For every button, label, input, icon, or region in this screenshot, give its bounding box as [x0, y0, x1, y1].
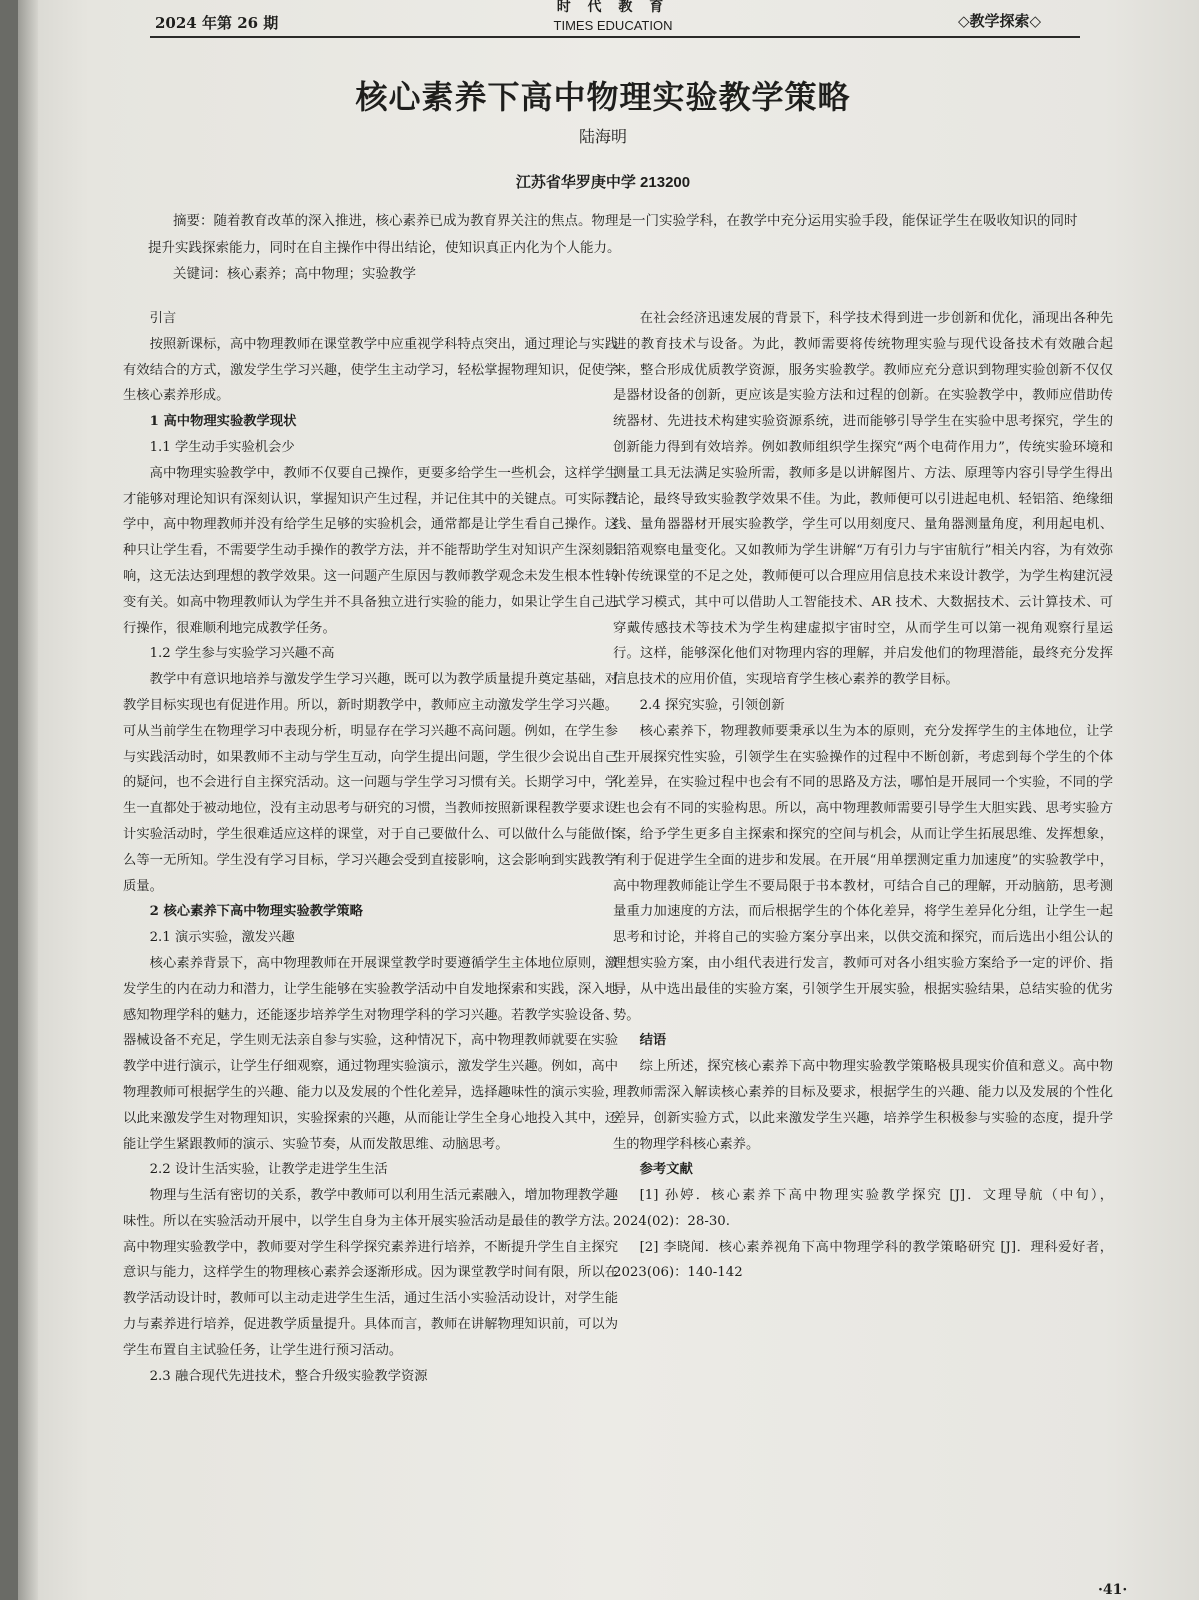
section-heading: 引言: [149, 311, 177, 326]
right-column: [613, 306, 1113, 1286]
section-heading: 1.1 学生动手实验机会少: [149, 439, 295, 455]
body-paragraph: 按照新课标，高中物理教师在课堂教学中应重视学科特点突出，通过理论与实践有效结合的方式，激发学生学习兴趣，使学生主动学习，轻松掌握物理知识，促使学生核心素养形成。: [123, 336, 618, 404]
section-heading: 2 核心素养下高中物理实验教学策略: [149, 904, 363, 920]
section-label: ◇教学探索◇: [958, 12, 1042, 30]
keywords: 关键词：核心素养；高中物理；实验教学: [173, 266, 416, 282]
section-heading: 结语: [639, 1033, 667, 1049]
body-paragraph: 教学中有意识地培养与激发学生学习兴趣，既可以为教学质量提升奠定基础，对教学目标实现也有促进作用。所以，新时期教学中，教师应主动激发学生学习兴趣。可从当前学生在物理学习中表现分析，明显存在学习兴趣不高问题。例如，在学生参与实践活动时，如果教师不主动与学生互动，向学生提出问题，学生很少会说出自己的疑问，也不会进行自主探究活动。这一问题与学生学习习惯有关。长期学习中，学生一直都处于被动地位，没有主动思考与研究的习惯，当教师按照新课程教学要求设计实验活动时，学生很难适应这样的课堂，对于自己要做什么、可以做什么与能做什么等一无所知。学生没有学习目标，学习兴趣会受到直接影响，这会影响到实践教学质量。: [123, 672, 618, 894]
author-affiliation: 江苏省华罗庚中学 213200: [515, 174, 691, 191]
body-paragraph: [1] 孙婷．核心素养下高中物理实验教学探究 [J]．文理导航（中旬），2024(02)：28-30.: [613, 1188, 1113, 1229]
body-paragraph: 物理与生活有密切的关系，教学中教师可以利用生活元素融入，增加物理教学趣味性。所以在实验活动开展中，以学生自身为主体开展实验活动是最佳的教学方法。高中物理实验教学中，教师要对学生科学探究素养进行培养，不断提升学生自主探究意识与能力，这样学生的物理核心素养会逐渐形成。因为课堂教学时间有限，所以在教学活动设计时，教师可以主动走进学生生活，通过生活小实验活动设计，对学生能力与素养进行培养，促进教学质量提升。具体而言，教师在讲解物理知识前，可以为学生布置自主试验任务，让学生进行预习活动。: [123, 1188, 618, 1358]
journal-name-cn: 时 代 教 育: [556, 0, 670, 15]
body-paragraph: 在社会经济迅速发展的背景下，科学技术得到进一步创新和优化，涌现出各种先进的教育技术与设备。为此，教师需要将传统物理实验与现代设备技术有效融合起来，整合形成优质教学资源，服务实验教学。教师应充分意识到物理实验创新不仅仅是器材设备的创新，更应该是实验方法和过程的创新。在实验教学中，教师应借助传统器材、先进技术构建实验资源系统，进而能够引导学生在实验中思考探究，学生的创新能力得到有效培养。例如教师组织学生探究“两个电荷作用力”，传统实验环境和测量工具无法满足实验所需，教师多是以讲解图片、方法、原理等内容引导学生得出结论，最终导致实验教学效果不佳。为此，教师便可以引进起电机、轻铝箔、绝缘细线、量角器器材开展实验教学，学生可以用刻度尺、量角器测量角度，利用起电机、铝箔观察电量变化。又如教师为学生讲解“万有引力与宇宙航行”相关内容，为有效弥补传统课堂的不足之处，教师便可以合理应用信息技术来设计教学，为学生构建沉浸式学习模式，其中可以借助人工智能技术、AR 技术、大数据技术、云计算技术、可穿戴传感技术等技术为学生构建虚拟宇宙时空，从而学生可以第一视角观察行星运行。这样，能够深化他们对物理内容的理解，并启发他们的物理潜能，最终充分发挥信息技术的应用价值，实现培育学生核心素养的教学目标。: [613, 311, 1113, 688]
journal-name-en: TIMES EDUCATION: [553, 18, 673, 33]
section-heading: 2.3 融合现代先进技术，整合升级实验教学资源: [149, 1368, 428, 1384]
body-paragraph: 高中物理实验教学中，教师不仅要自己操作，更要多给学生一些机会，这样学生才能够对理论知识有深刻认识，掌握知识产生过程，并记住其中的关键点。可实际教学中，高中物理教师并没有给学生足够的实验机会，通常都是让学生看自己操作。这种只让学生看，不需要学生动手操作的教学方法，并不能帮助学生对知识产生深刻影响，这无法达到理想的教学效果。这一问题产生原因与教师教学观念未发生根本性转变有关。如高中物理教师认为学生并不具备独立进行实验的能力，如果让学生自己进行操作，很难顺利地完成教学任务。: [123, 465, 618, 636]
section-heading: 2.1 演示实验，激发兴趣: [149, 930, 295, 946]
left-column: [123, 306, 618, 1389]
journal-masthead: [488, 0, 738, 33]
page-number: ·41·: [1098, 1582, 1128, 1598]
issue-label: 2024 年第 26 期: [155, 14, 279, 32]
abstract: 摘要：随着教育改革的深入推进，核心素养已成为教育界关注的焦点。物理是一门实验学科，在教学中充分运用实验手段，能保证学生在吸收知识的同时提升实践探索能力，同时在自主操作中得出结论，使知识真正内化为个人能力。: [148, 213, 1078, 256]
binding-gutter: [18, 0, 38, 1600]
section-heading: 2.4 探究实验，引领创新: [639, 697, 785, 713]
body-paragraph: [2] 李晓闻．核心素养视角下高中物理学科的教学策略研究 [J]．理科爱好者，2023(06)：140-142: [613, 1239, 1113, 1281]
journal-page: [18, 0, 1199, 1600]
header-rule: [150, 36, 1080, 38]
article-author: 陆海明: [578, 129, 627, 146]
section-heading: 2.2 设计生活实验，让教学走进学生生活: [149, 1162, 388, 1178]
body-paragraph: 核心素养下，物理教师要秉承以生为本的原则，充分发挥学生的主体地位，让学生开展探究性实验，引领学生在实验操作的过程中不断创新，考虑到每个学生的个体化差异，在实验过程中也会有不同的思路及方法，哪怕是开展同一个实验，不同的学生也会有不同的实验构思。所以，高中物理教师需要引导学生大胆实践、思考实验方案，给予学生更多自主探索和探究的空间与机会，从而让学生拓展思维、发挥想象，有利于促进学生全面的进步和发展。在开展“用单摆测定重力加速度”的实验教学中，高中物理教师能让学生不要局限于书本教材，可结合自己的理解，开动脑筋，思考测量重力加速度的方法，而后根据学生的个体化差异，将学生差异化分组，让学生一起思考和讨论，并将自己的实验方案分享出来，以供交流和探究，而后选出小组公认的理想实验方案，由小组代表进行发言，教师可对各小组实验方案给予一定的评价、指导，从中选出最佳的实验方案，引领学生开展实验，根据实验结果，总结实验的优劣势。: [613, 723, 1113, 1023]
body-paragraph: 核心素养背景下，高中物理教师在开展课堂教学时要遵循学生主体地位原则，激发学生的内在动力和潜力，让学生能够在实验教学活动中自发地探索和实践，深入地感知物理学科的魅力，还能逐步培养学生对物理学科的学习兴趣。若教学实验设备、器械设备不充足，学生则无法亲自参与实验，这种情况下，高中物理教师就要在实验教学中进行演示，让学生仔细观察，通过物理实验演示，激发学生兴趣。例如，高中物理教师可根据学生的兴趣、能力以及发展的个性化差异，选择趣味性的演示实验，以此来激发学生对物理知识，实验探索的兴趣，从而能让学生全身心地投入其中，还能让学生紧跟教师的演示、实验节奏，从而发散思维、动脑思考。: [123, 955, 618, 1152]
section-heading: 1.2 学生参与实验学习兴趣不高: [149, 646, 335, 662]
body-paragraph: 综上所述，探究核心素养下高中物理实验教学策略极具现实价值和意义。高中物理教师需深入解读核心素养的目标及要求，根据学生的兴趣、能力以及发展的个性化差异，创新实验方式，以此来激发学生兴趣，培养学生积极参与实验的态度，提升学生的物理学科核心素养。: [613, 1059, 1113, 1152]
section-heading: 1 高中物理实验教学现状: [149, 414, 297, 430]
article-title: 核心素养下高中物理实验教学策略: [355, 78, 851, 116]
section-heading: 参考文献: [639, 1162, 693, 1178]
